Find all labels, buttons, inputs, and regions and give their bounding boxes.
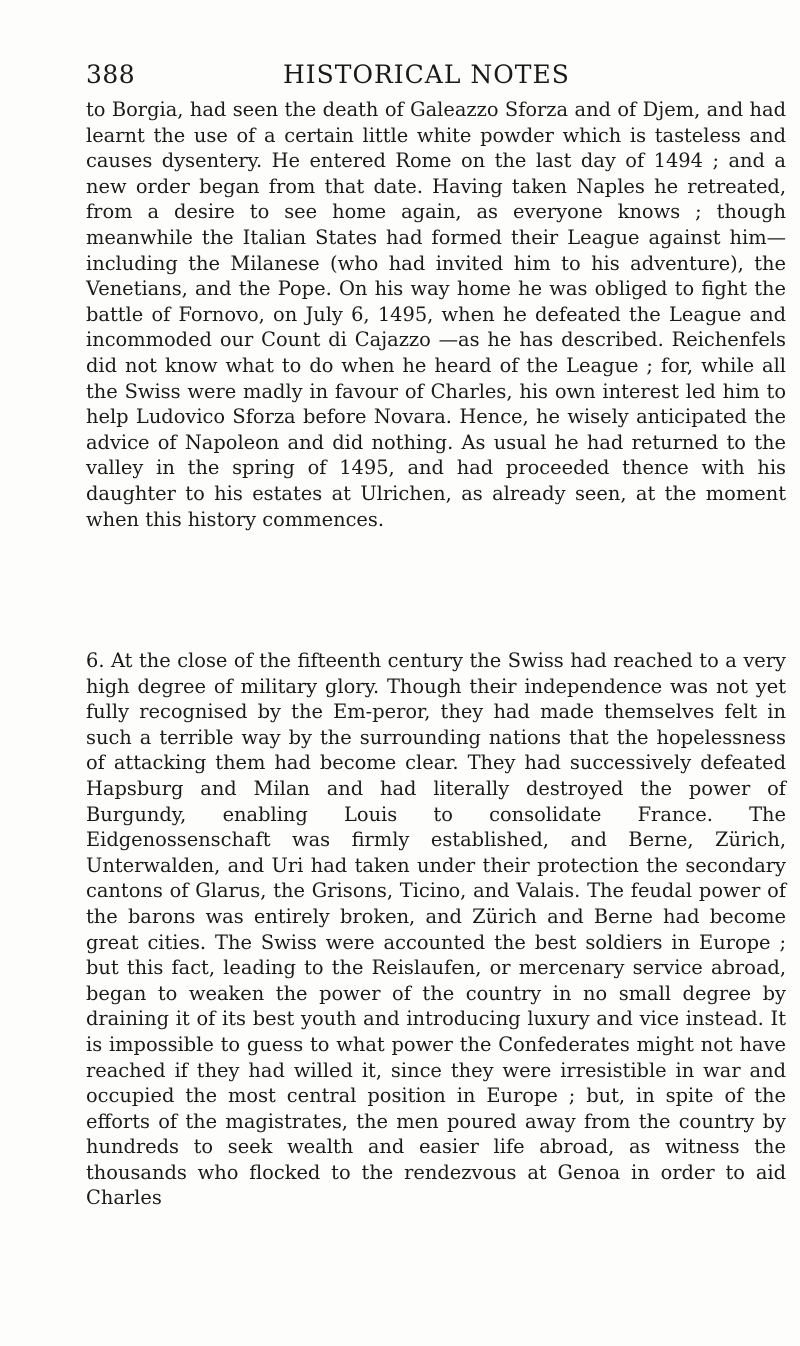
paragraph-note-6: 6. At the close of the fifteenth century the Swiss had reached to a very high degree of military glory. Though their independence was not yet fully recognised by the Em-peror, they had made themselves felt in such a terrible way by the surrounding nations that the hopelessness of attacking them had become clear. They had successively defeated Hapsburg and Milan and had literally destroyed the power of Burgundy, enabling Louis to consolidate France. The Eidgenossenschaft was firmly established, and Berne, Zürich, Unterwalden, and Uri had taken under their protection the secondary cantons of Glarus, the Grisons, Ticino, and Valais. The feudal power of the barons was entirely broken, and Zürich and Berne had become great cities. The Swiss were accounted the best soldiers in Europe ; but this fact, leading to the Reislaufen, or mercenary service abroad, began to weaken the power of the country in no small degree by draining it of its best youth and introducing luxury and vice instead. It is impossible to guess to what power the Confederates might not have reached if they had willed it, since they were irresistible in war and occupied the most central position in Europe ; but, in spite of the efforts of the magistrates, the men poured away from the country by hundreds to seek wealth and easier life abroad, as witness the thousands who flocked to the rendezvous at Genoa in order to aid Charles: [86, 649, 786, 1210]
running-head: [86, 60, 786, 94]
page-number: 388: [86, 60, 136, 89]
running-title: HISTORICAL NOTES: [283, 60, 570, 89]
paragraph-continuation: to Borgia, had seen the death of Galeazzo Sforza and of Djem, and had learnt the use of a certain little white powder which is tasteless and causes dysentery. He entered Rome on the last day of 1494 ; and a new order began from that date. Having taken Naples he retreated, from a desire to see home again, as everyone knows ; though meanwhile the Italian States had formed their League against him—including the Milanese (who had invited him to his adventure), the Venetians, and the Pope. On his way home he was obliged to fight the battle of Fornovo, on July 6, 1495, when he defeated the League and incommoded our Count di Cajazzo —as he has described. Reichenfels did not know what to do when he heard of the League ; for, while all the Swiss were madly in favour of Charles, his own interest led him to help Ludovico Sforza before Novara. Hence, he wisely anticipated the advice of Napoleon and did nothing. As usual he had returned to the valley in the spring of 1495, and had proceeded thence with his daughter to his estates at Ulrichen, as already seen, at the moment when this history commences.: [86, 98, 786, 531]
